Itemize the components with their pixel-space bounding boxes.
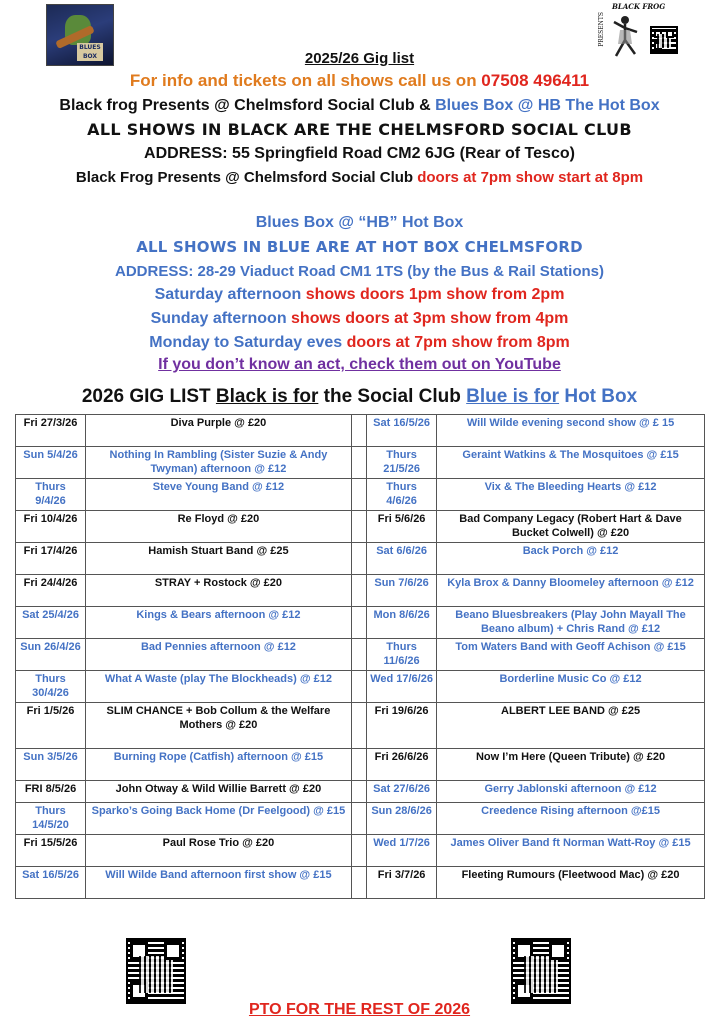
- table-row: [16, 671, 705, 703]
- black-times-line: [0, 169, 719, 186]
- table-spacer: [351, 639, 366, 671]
- saturday-times: shows doors 1pm show from 2pm: [305, 286, 565, 303]
- gig-list-title-e: Hot Box: [559, 386, 638, 407]
- gig-date: Thurs 21/5/26: [367, 447, 437, 479]
- gig-act: Creedence Rising afternoon @£15: [437, 803, 705, 835]
- table-spacer: [351, 835, 366, 867]
- gig-date: Fri 5/6/26: [367, 511, 437, 543]
- gig-act: STRAY + Rostock @ £20: [86, 575, 352, 607]
- gig-act: Nothing In Rambling (Sister Suzie & Andy Twyman) afternoon @ £12: [86, 447, 352, 479]
- table-spacer: [351, 781, 366, 803]
- sunday-times-line: [0, 310, 719, 328]
- gig-date: Fri 1/5/26: [16, 703, 86, 749]
- table-spacer: [351, 415, 366, 447]
- gig-list-title-a: 2026 GIG LIST: [81, 386, 216, 407]
- gig-act: Fleeting Rumours (Fleetwood Mac) @ £20: [437, 867, 705, 899]
- gig-date: Sun 7/6/26: [367, 575, 437, 607]
- table-row: [16, 479, 705, 511]
- blue-shows-note: ALL SHOWS IN BLUE ARE AT HOT BOX CHELMSFORD: [136, 238, 583, 256]
- qr-code-icon[interactable]: [511, 938, 571, 1004]
- evening-label: Monday to Saturday eves: [149, 334, 347, 351]
- gig-date: Fri 15/5/26: [16, 835, 86, 867]
- black-frog-brand: BLACK FROG: [612, 2, 666, 11]
- phone-number: 07508 496411: [481, 71, 590, 90]
- gig-act: Will Wilde Band afternoon first show @ £15: [86, 867, 352, 899]
- gig-date: Fri 10/4/26: [16, 511, 86, 543]
- gig-act: Vix & The Bleeding Hearts @ £12: [437, 479, 705, 511]
- sunday-label: Sunday afternoon: [150, 310, 292, 327]
- gig-date: Thurs 30/4/26: [16, 671, 86, 703]
- gig-act: Paul Rose Trio @ £20: [86, 835, 352, 867]
- info-text: For info and tickets on all shows call us on: [129, 71, 482, 90]
- table-row: [16, 415, 705, 447]
- qr-code-icon[interactable]: [126, 938, 186, 1004]
- gig-date: FRI 8/5/26: [16, 781, 86, 803]
- table-row: [16, 803, 705, 835]
- gig-act: Tom Waters Band with Geoff Achison @ £15: [437, 639, 705, 671]
- footer-note: PTO FOR THE REST OF 2026: [248, 1001, 471, 1018]
- gig-act: Sparko’s Going Back Home (Dr Feelgood) @ £15: [86, 803, 352, 835]
- gig-act: ALBERT LEE BAND @ £25: [437, 703, 705, 749]
- gig-list-title-d: Blue is for: [466, 386, 560, 407]
- venues-black-text: Black frog Presents @ Chelmsford Social Club &: [59, 97, 436, 114]
- gig-act: Steve Young Band @ £12: [86, 479, 352, 511]
- page-title: 2025/26 Gig list: [304, 50, 415, 67]
- table-spacer: [351, 575, 366, 607]
- table-row: [16, 511, 705, 543]
- black-shows-note: ALL SHOWS IN BLACK ARE THE CHELMSFORD SOCIAL CLUB: [87, 120, 632, 139]
- gig-act: Bad Pennies afternoon @ £12: [86, 639, 352, 671]
- table-spacer: [351, 511, 366, 543]
- gig-act: John Otway & Wild Willie Barrett @ £20: [86, 781, 352, 803]
- saturday-times-line: [0, 286, 719, 304]
- gig-list-title-c: the Social Club: [318, 386, 467, 407]
- gig-act: Gerry Jablonski afternoon @ £12: [437, 781, 705, 803]
- gig-date: Fri 19/6/26: [367, 703, 437, 749]
- gig-act: Back Porch @ £12: [437, 543, 705, 575]
- gig-act: Geraint Watkins & The Mosquitoes @ £15: [437, 447, 705, 479]
- gig-date: Thurs 9/4/26: [16, 479, 86, 511]
- table-spacer: [351, 607, 366, 639]
- gig-list-title: [0, 386, 719, 408]
- blue-address: ADDRESS: 28-29 Viaduct Road CM1 1TS (by the Bus & Rail Stations): [115, 263, 604, 280]
- gig-act: Now I’m Here (Queen Tribute) @ £20: [437, 749, 705, 781]
- evening-times: doors at 7pm show from 8pm: [346, 334, 570, 351]
- gig-act: Re Floyd @ £20: [86, 511, 352, 543]
- gig-table: [15, 414, 705, 899]
- gig-list-title-b: Black is for: [215, 386, 319, 407]
- table-row: [16, 575, 705, 607]
- gig-date: Fri 26/6/26: [367, 749, 437, 781]
- gig-act: Beano Bluesbreakers (Play John Mayall The Beano album) + Chris Rand @ £12: [437, 607, 705, 639]
- youtube-note: If you don’t know an act, check them out on YouTube: [158, 356, 561, 373]
- gig-date: Sat 16/5/26: [16, 867, 86, 899]
- blue-venue-title: Blues Box @ “HB” Hot Box: [255, 214, 464, 231]
- presents-text: PRESENTS: [598, 12, 605, 47]
- table-spacer: [351, 671, 366, 703]
- table-spacer: [351, 543, 366, 575]
- table-row: [16, 543, 705, 575]
- gig-date: Sat 25/4/26: [16, 607, 86, 639]
- table-spacer: [351, 803, 366, 835]
- blues-box-sign: BLUES BOX: [77, 43, 103, 61]
- gig-date: Wed 1/7/26: [367, 835, 437, 867]
- evening-times-line: [0, 334, 719, 352]
- gig-date: Sun 26/4/26: [16, 639, 86, 671]
- gig-act: Burning Rope (Catfish) afternoon @ £15: [86, 749, 352, 781]
- gig-date: Thurs 14/5/20: [16, 803, 86, 835]
- gig-date: Wed 17/6/26: [367, 671, 437, 703]
- gig-act: Borderline Music Co @ £12: [437, 671, 705, 703]
- saturday-label: Saturday afternoon: [154, 286, 306, 303]
- table-row: [16, 749, 705, 781]
- black-times-prefix: Black Frog Presents @ Chelmsford Social Club: [75, 169, 418, 186]
- table-row: [16, 781, 705, 803]
- info-line: [0, 71, 719, 91]
- table-spacer: [351, 447, 366, 479]
- gig-date: Fri 17/4/26: [16, 543, 86, 575]
- gig-act: Will Wilde evening second show @ £ 15: [437, 415, 705, 447]
- gig-act: SLIM CHANCE + Bob Collum & the Welfare Mothers @ £20: [86, 703, 352, 749]
- table-row: [16, 607, 705, 639]
- gig-date: Sun 3/5/26: [16, 749, 86, 781]
- table-row: [16, 835, 705, 867]
- venues-line: [0, 97, 719, 115]
- gig-date: Fri 3/7/26: [367, 867, 437, 899]
- gig-table-body: [16, 415, 705, 899]
- gig-date: Mon 8/6/26: [367, 607, 437, 639]
- sunday-times: shows doors at 3pm show from 4pm: [291, 310, 569, 327]
- gig-act: Kings & Bears afternoon @ £12: [86, 607, 352, 639]
- black-times: doors at 7pm show start at 8pm: [417, 169, 644, 186]
- gig-date: Sat 16/5/26: [367, 415, 437, 447]
- table-spacer: [351, 479, 366, 511]
- gig-act: Hamish Stuart Band @ £25: [86, 543, 352, 575]
- gig-date: Sat 6/6/26: [367, 543, 437, 575]
- gig-act: Kyla Brox & Danny Bloomeley afternoon @ £12: [437, 575, 705, 607]
- gig-act: What A Waste (play The Blockheads) @ £12: [86, 671, 352, 703]
- gig-act: Diva Purple @ £20: [86, 415, 352, 447]
- gig-date: Thurs 11/6/26: [367, 639, 437, 671]
- gig-act: James Oliver Band ft Norman Watt-Roy @ £15: [437, 835, 705, 867]
- gig-date: Fri 27/3/26: [16, 415, 86, 447]
- table-spacer: [351, 703, 366, 749]
- black-address: ADDRESS: 55 Springfield Road CM2 6JG (Rear of Tesco): [144, 145, 575, 162]
- venues-blue-text: Blues Box @ HB The Hot Box: [435, 97, 660, 114]
- table-spacer: [351, 867, 366, 899]
- table-spacer: [351, 749, 366, 781]
- gig-date: Sat 27/6/26: [367, 781, 437, 803]
- table-row: [16, 703, 705, 749]
- gig-act: Bad Company Legacy (Robert Hart & Dave Bucket Colwell) @ £20: [437, 511, 705, 543]
- table-row: [16, 639, 705, 671]
- gig-date: Fri 24/4/26: [16, 575, 86, 607]
- gig-date: Thurs 4/6/26: [367, 479, 437, 511]
- table-row: [16, 447, 705, 479]
- gig-date: Sun 5/4/26: [16, 447, 86, 479]
- gig-date: Sun 28/6/26: [367, 803, 437, 835]
- table-row: [16, 867, 705, 899]
